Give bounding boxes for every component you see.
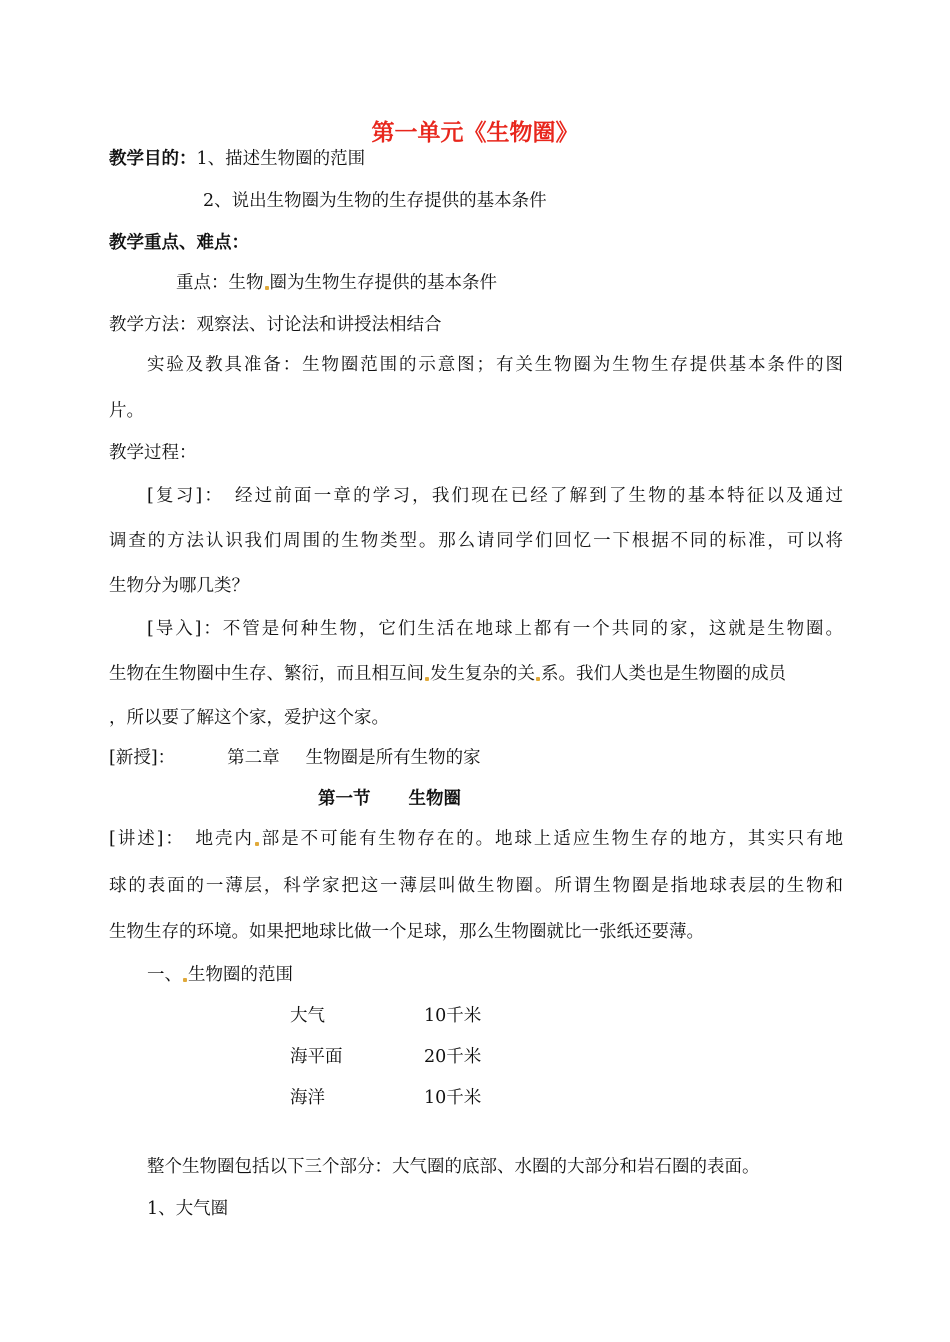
composition-text: 整个生物圈包括以下三个部分：大气圈的底部、水圈的大部分和岩石圈的表面。 xyxy=(147,1157,760,1177)
objectives-label: 教学目的： xyxy=(109,149,197,169)
section-number: 第一节 xyxy=(318,789,371,809)
intro-line-2-c: 系。我们人类也是生物圈的成员 xyxy=(541,664,786,684)
range-layer-3: 海洋 xyxy=(290,1088,325,1108)
range-layer-2: 海平面 xyxy=(290,1047,343,1067)
preparation-line-1: 实验及教具准备：生物圈范围的示意图；有关生物圈为生物生存提供基本条件的图 xyxy=(147,355,843,375)
lecture-line-1 xyxy=(109,827,843,851)
range-heading-number: 一、 xyxy=(147,965,182,985)
range-extent-2: 20千米 xyxy=(424,1047,482,1067)
objectives-block xyxy=(109,147,365,171)
range-extent-1: 10千米 xyxy=(424,1006,482,1026)
intro-line-3: ，所以要了解这个家，爱护这个家。 xyxy=(109,708,389,728)
process-heading: 教学过程： xyxy=(109,443,197,463)
key-points-heading: 教学重点、难点： xyxy=(109,233,249,253)
lecture-line-1-a: [讲述]： 地壳内 xyxy=(109,829,254,849)
review-line-1: [复习]： 经过前面一章的学习，我们现在已经了解到了生物的基本特征以及通过 xyxy=(147,486,843,506)
new-lesson-line xyxy=(109,746,481,770)
edit-marker-icon xyxy=(425,677,429,681)
objective-2: 2、说出生物圈为生物的生存提供的基本条件 xyxy=(203,191,547,211)
lecture-line-3: 生物生存的环境。如果把地球比做一个足球，那么生物圈就比一张纸还要薄。 xyxy=(109,922,704,942)
objective-1: 1、描述生物圈的范围 xyxy=(196,149,366,169)
key-point-post: 圈为生物生存提供的基本条件 xyxy=(269,273,497,293)
chapter-title: 生物圈是所有生物的家 xyxy=(305,748,481,768)
preparation-line-2: 片。 xyxy=(109,401,144,421)
edit-marker-icon xyxy=(536,677,540,681)
range-heading xyxy=(147,963,293,987)
edit-marker-icon xyxy=(255,842,259,846)
new-lesson-label: [新授]： xyxy=(109,748,176,768)
intro-line-2-b: 发生复杂的关 xyxy=(430,664,535,684)
intro-line-1: [导入]：不管是何种生物，它们生活在地球上都有一个共同的家，这就是生物圈。 xyxy=(147,619,843,639)
chapter-number: 第二章 xyxy=(227,748,280,768)
intro-line-2-a: 生物在生物圈中生存、繁衍，而且相互间 xyxy=(109,664,424,684)
key-point-pre: 重点：生物 xyxy=(176,273,264,293)
section-name: 生物圈 xyxy=(408,789,461,809)
range-layer-1: 大气 xyxy=(290,1006,325,1026)
review-line-2: 调查的方法认识我们周围的生物类型。那么请同学们回忆一下根据不同的标准，可以将 xyxy=(109,531,843,551)
subsection-atmosphere: 1、大气圈 xyxy=(147,1199,229,1219)
page-title: 第一单元《生物圈》 xyxy=(371,120,579,146)
edit-marker-icon xyxy=(265,286,269,290)
lecture-line-2: 球的表面的一薄层，科学家把这一薄层叫做生物圈。所谓生物圈是指地球表层的生物和 xyxy=(109,876,843,896)
lecture-line-1-b: 部是不可能有生物存在的。地球上适应生物生存的地方，其实只有地 xyxy=(259,829,844,849)
edit-marker-icon xyxy=(183,978,187,982)
range-heading-text: 生物圈的范围 xyxy=(188,965,293,985)
review-line-3: 生物分为哪几类？ xyxy=(109,576,249,596)
intro-line-2 xyxy=(109,662,786,686)
key-point-line xyxy=(176,271,497,295)
range-extent-3: 10千米 xyxy=(424,1088,482,1108)
teaching-method: 教学方法：观察法、讨论法和讲授法相结合 xyxy=(109,315,442,335)
section-heading xyxy=(318,787,461,811)
